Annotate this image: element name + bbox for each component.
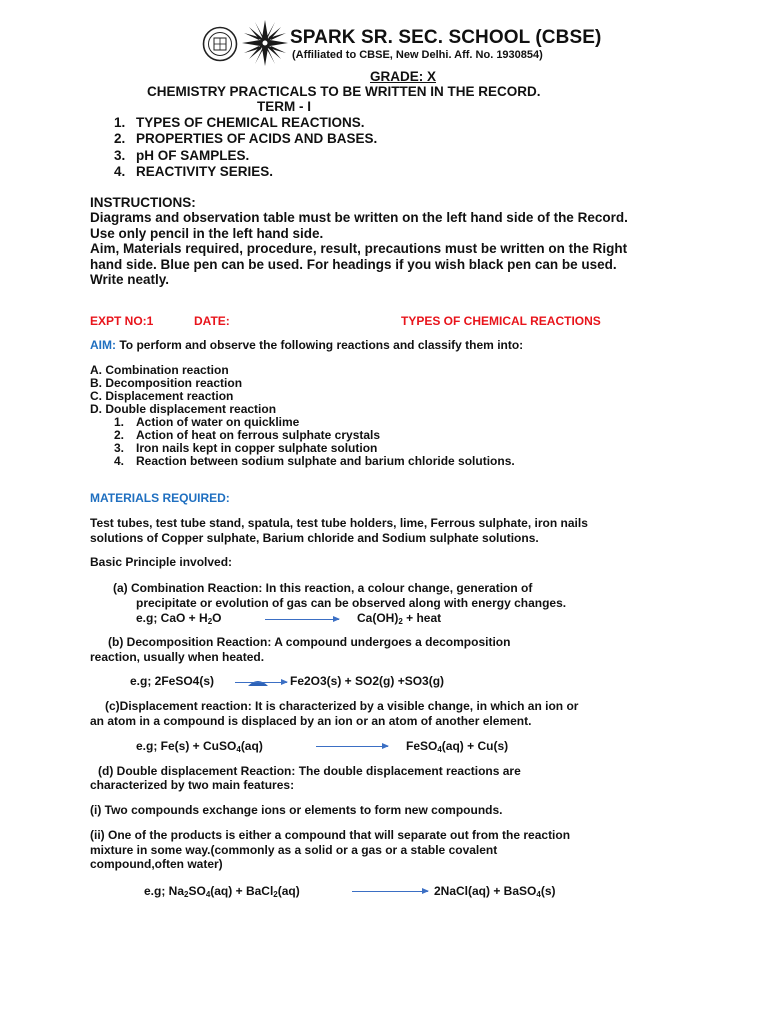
topic-number: 4.: [114, 164, 126, 179]
reaction-arrow: [352, 891, 428, 892]
subscript: 2: [273, 890, 278, 899]
equation-text: e.g; Na: [144, 884, 185, 898]
category-item: A. Combination reaction: [90, 363, 229, 377]
category-item: D. Double displacement reaction: [90, 402, 277, 416]
double-displacement-point: (i) Two compounds exchange ions or elements to form new compounds.: [90, 803, 503, 817]
reaction-item: Action of water on quicklime: [136, 415, 300, 429]
topic-item: TYPES OF CHEMICAL REACTIONS.: [136, 115, 365, 130]
combination-example-left: [136, 611, 221, 626]
term-heading: TERM - I: [257, 99, 311, 114]
combination-line: (a) Combination Reaction: In this reaction, a colour change, generation of: [113, 581, 533, 595]
materials-line: solutions of Copper sulphate, Barium chloride and Sodium sulphate solutions.: [90, 531, 539, 545]
reaction-item: Action of heat on ferrous sulphate crystals: [136, 428, 381, 442]
displacement-example-left: [136, 739, 263, 754]
reaction-number: 2.: [114, 428, 125, 442]
equation-text: + heat: [402, 611, 442, 625]
subscript: 2: [207, 617, 213, 626]
instructions-line: Aim, Materials required, procedure, result, precautions must be written on the Right: [90, 241, 628, 256]
subscript: 4: [236, 745, 241, 754]
experiment-name: TYPES OF CHEMICAL REACTIONS: [401, 314, 601, 328]
topic-item: pH OF SAMPLES.: [136, 148, 250, 163]
aim-line: [90, 338, 523, 352]
reaction-item: Iron nails kept in copper sulphate solution: [136, 441, 378, 455]
subscript: 2: [184, 890, 189, 899]
equation-text: O: [212, 611, 222, 625]
equation-text: SO: [188, 884, 206, 898]
double-displacement-line: characterized by two main features:: [90, 778, 295, 792]
subscript: 4: [205, 890, 211, 899]
spark-star-logo: [242, 20, 288, 66]
equation-text: FeSO: [406, 739, 438, 753]
combination-line: precipitate or evolution of gas can be observed along with energy changes.: [136, 596, 567, 610]
double-displacement-line: (d) Double displacement Reaction: The double displacement reactions are: [98, 764, 521, 778]
school-name: SPARK SR. SEC. SCHOOL (CBSE): [290, 27, 602, 48]
reaction-arrow: [235, 682, 287, 683]
topic-number: 2.: [114, 131, 126, 146]
decomposition-line: reaction, usually when heated.: [90, 650, 265, 664]
equation-text: e.g; Fe(s) + CuSO: [136, 739, 237, 753]
double-displacement-point: mixture in some way.(commonly as a solid or a gas or a stable covalent: [90, 843, 498, 857]
instructions-heading: INSTRUCTIONS:: [90, 195, 196, 210]
school-affiliation: (Affiliated to CBSE, New Delhi. Aff. No. 1930854): [292, 49, 543, 61]
double-displacement-example-left: [144, 884, 300, 899]
materials-line: Test tubes, test tube stand, spatula, test tube holders, lime, Ferrous sulphate, iron nails: [90, 516, 588, 530]
materials-heading: MATERIALS REQUIRED:: [90, 491, 230, 505]
aim-text: To perform and observe the following reactions and classify them into:: [116, 338, 524, 352]
displacement-example-right: [406, 739, 508, 754]
experiment-number: EXPT NO:1: [90, 314, 154, 328]
topic-item: REACTIVITY SERIES.: [136, 164, 274, 179]
equation-text: (aq) + Cu(s): [441, 739, 509, 753]
heat-symbol-icon: [247, 673, 269, 681]
category-item: C. Displacement reaction: [90, 389, 234, 403]
decomposition-line: (b) Decomposition Reaction: A compound undergoes a decomposition: [108, 635, 511, 649]
instructions-line: hand side. Blue pen can be used. For headings if you wish black pen can be used.: [90, 257, 617, 272]
topic-number: 3.: [114, 148, 126, 163]
displacement-line: an atom in a compound is displaced by an ion or an atom of another element.: [90, 714, 532, 728]
instructions-line: Use only pencil in the left hand side.: [90, 226, 324, 241]
decomposition-example-left: e.g; 2FeSO4(s): [130, 674, 215, 688]
topic-item: PROPERTIES OF ACIDS AND BASES.: [136, 131, 378, 146]
aim-label: AIM:: [90, 338, 116, 352]
equation-text: e.g; CaO + H: [136, 611, 208, 625]
reaction-arrow: [265, 619, 339, 620]
reaction-number: 1.: [114, 415, 125, 429]
experiment-date: DATE:: [194, 314, 230, 328]
displacement-line: (c)Displacement reaction: It is characterized by a visible change, in which an ion or: [105, 699, 579, 713]
double-displacement-example-right: [434, 884, 556, 899]
reaction-item: Reaction between sodium sulphate and barium chloride solutions.: [136, 454, 515, 468]
equation-text: 2NaCl(aq) + BaSO: [434, 884, 537, 898]
grade-heading: GRADE: X: [370, 69, 437, 84]
document-title: CHEMISTRY PRACTICALS TO BE WRITTEN IN THE RECORD.: [147, 84, 541, 99]
instructions-line: Write neatly.: [90, 272, 170, 287]
equation-text: (aq): [277, 884, 300, 898]
decomposition-example-right: Fe2O3(s) + SO2(g) +SO3(g): [290, 674, 445, 688]
reaction-number: 4.: [114, 454, 125, 468]
subscript: 4: [536, 890, 541, 899]
topic-number: 1.: [114, 115, 126, 130]
combination-example-right: [357, 611, 441, 626]
subscript: 4: [437, 745, 442, 754]
equation-text: (aq): [240, 739, 263, 753]
double-displacement-point: (ii) One of the products is either a compound that will separate out from the reaction: [90, 828, 571, 842]
subscript: 2: [398, 617, 403, 626]
equation-text: (s): [540, 884, 556, 898]
category-item: B. Decomposition reaction: [90, 376, 243, 390]
equation-text: Ca(OH): [357, 611, 399, 625]
instructions-line: Diagrams and observation table must be written on the left hand side of the Record.: [90, 210, 628, 225]
reaction-arrow: [316, 746, 388, 747]
principle-heading: Basic Principle involved:: [90, 555, 233, 569]
cbse-logo: [202, 26, 238, 62]
reaction-number: 3.: [114, 441, 125, 455]
equation-text: (aq) + BaCl: [210, 884, 274, 898]
double-displacement-point: compound,often water): [90, 857, 223, 871]
